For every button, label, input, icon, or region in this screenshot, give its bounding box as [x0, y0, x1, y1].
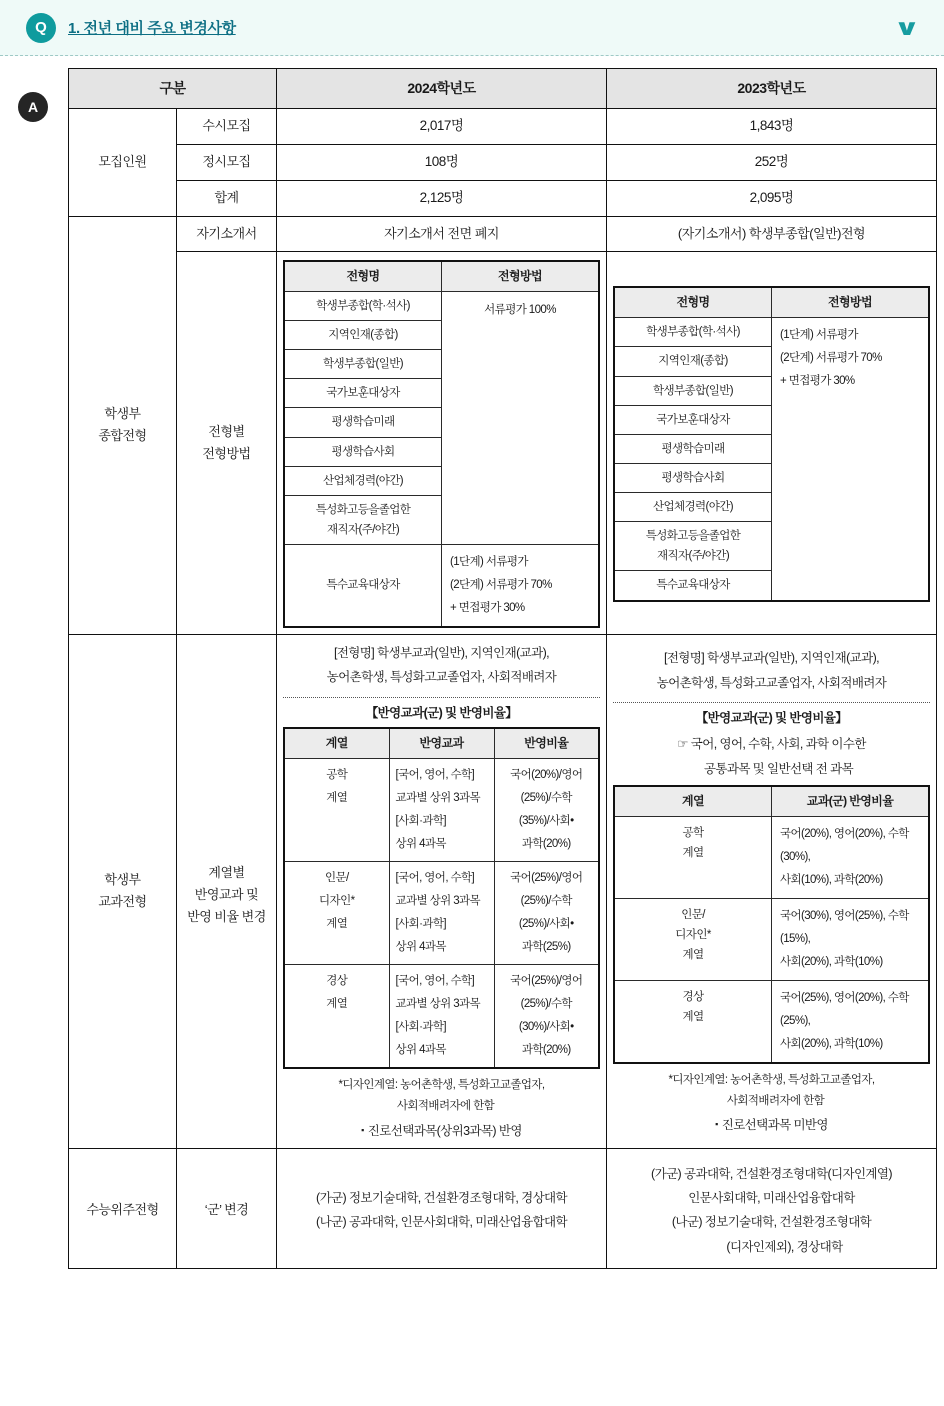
- ratio-line: 과학(20%): [521, 1044, 571, 1057]
- recruit-susi-2024: 2,017명: [277, 109, 607, 145]
- series-subjects: [389, 862, 494, 965]
- jeonhyeong-method-all: [772, 318, 930, 601]
- jeonhyeong-name: 산업체경력(야간): [614, 493, 772, 522]
- self-intro-label: 자기소개서: [177, 216, 277, 251]
- jeonhyeong-name: 학생부종합(일반): [284, 350, 442, 379]
- note-line: *디자인계열: 농어촌학생, 특성화고교졸업자,: [668, 1073, 875, 1086]
- table-row: [69, 109, 937, 145]
- gyogwa-2024-bullet: ▪ 진로선택과목(상위3과목) 반영: [283, 1121, 600, 1142]
- jonghap-method-2024: [277, 251, 607, 634]
- nested-header-row: [284, 728, 599, 759]
- gyogwa-table-2024: [283, 727, 600, 1069]
- question-header-bar[interactable]: [0, 0, 944, 56]
- nested-header-row: [614, 786, 929, 817]
- ratio-line: 국어(25%)/영어: [510, 872, 583, 885]
- pointing-hand-icon: ☞: [677, 737, 688, 752]
- gyogwa-header-subjects: 반영교과: [389, 728, 494, 759]
- jeonhyeong-name: 산업체경력(야간): [284, 466, 442, 495]
- recruit-jeongsi-2024: 108명: [277, 144, 607, 180]
- ratio-line: 국어(20%), 영어(20%), 수학(30%),: [780, 827, 909, 863]
- jonghap-method-2023: [607, 251, 937, 634]
- suneung-line: (나군) 공과대학, 인문사회대학, 미래산업융합대학: [316, 1215, 567, 1230]
- jeonhyeong-text: 농어촌학생, 특성화고교졸업자, 사회적배려자: [656, 675, 887, 690]
- jeonhyeong-name: 학생부종합(학·석사): [284, 291, 442, 320]
- gyogwa-2023-bullet: ▪ 진로선택과목 미반영: [613, 1115, 930, 1136]
- jeonhyeong-method-last: [442, 545, 600, 628]
- ratio-line: (30%)/사회•: [518, 1021, 574, 1034]
- recruit-susi-2023: 1,843명: [607, 109, 937, 145]
- suneung-line: (가군) 정보기술대학, 건설환경조형대학, 경상대학: [316, 1190, 567, 1205]
- series-name: 인문/ 디자인* 계열: [284, 862, 389, 965]
- jeonhyeong-line: [283, 641, 600, 665]
- series-ratio: [772, 816, 930, 898]
- nested-row: [284, 862, 599, 965]
- row-category-jonghap: [69, 216, 177, 634]
- gyogwa-2023-note: [613, 1070, 930, 1113]
- method-line: (1단계) 서류평가: [450, 556, 528, 569]
- suneung-2024: [277, 1148, 607, 1268]
- jeonhyeong-name: 특성화고등을졸업한 재직자(주/야간): [284, 495, 442, 544]
- jeonhyeong-label: [전형명]: [663, 651, 705, 666]
- jeonhyeong-method-group: 서류평가 100%: [442, 291, 600, 544]
- jeonhyeong-text: 학생부교과(일반), 지역인재(교과),: [377, 646, 550, 661]
- jeonhyeong-name: 지역인재(종합): [284, 321, 442, 350]
- recruit-total-2023: 2,095명: [607, 180, 937, 216]
- table-row: [69, 635, 937, 1149]
- series-name: 경상 계열: [284, 965, 389, 1069]
- gyogwa-2023-hand-note: [613, 732, 930, 781]
- jeonhyeong-name: 국가보훈대상자: [614, 405, 772, 434]
- subject-line: [국어, 영어, 수학]: [395, 872, 475, 885]
- note-line: *디자인계열: 농어촌학생, 특성화고교졸업자,: [338, 1079, 545, 1092]
- chevron-down-icon[interactable]: ∨: [893, 14, 921, 40]
- comparison-table: [68, 68, 937, 1269]
- nested-header-row: [284, 261, 599, 292]
- recruit-jeongsi-2023: 252명: [607, 144, 937, 180]
- gyogwa-2023-jeonhyeong: [613, 646, 930, 695]
- nested-row: [614, 898, 929, 980]
- ratio-line: 국어(25%)/영어: [510, 975, 583, 988]
- series-subjects: [389, 759, 494, 862]
- method-line: + 면접평가 30%: [780, 375, 855, 388]
- subject-line: 상위 4과목: [395, 1044, 446, 1057]
- gyogwa-2023-block-title: 【반영교과(군) 및 반영비율】: [695, 710, 848, 725]
- ratio-line: (35%)/사회•: [518, 815, 574, 828]
- ratio-line: (25%)/수학: [520, 792, 572, 805]
- nested-header-row: [614, 287, 929, 318]
- subject-line: [사회·과학]: [395, 918, 446, 931]
- self-intro-2024: 자기소개서 전면 폐지: [277, 216, 607, 251]
- nested-row: [284, 759, 599, 862]
- series-ratio: [494, 965, 599, 1069]
- gyogwa-2024-note: [283, 1075, 600, 1118]
- nested-row: [284, 291, 599, 320]
- gyogwa-2024-block-title: 【반영교과(군) 및 반영비율】: [365, 705, 518, 720]
- answer-badge: A: [18, 92, 48, 122]
- suneung-line: 인문사회대학, 미래산업융합대학: [688, 1190, 855, 1205]
- jeonhyeong-line: [613, 646, 930, 670]
- ratio-line: 사회(20%), 과학(10%): [780, 1037, 883, 1050]
- subject-line: [국어, 영어, 수학]: [395, 769, 475, 782]
- suneung-line: (가군) 공과대학, 건설환경조형대학(디자인계열): [651, 1166, 892, 1181]
- recruit-item-label: 정시모집: [177, 144, 277, 180]
- nested-header-name: 전형명: [614, 287, 772, 318]
- table-row: [69, 144, 937, 180]
- gyogwa-label: [177, 635, 277, 1149]
- subject-line: [국어, 영어, 수학]: [395, 975, 475, 988]
- subject-line: 교과별 상위 3과목: [395, 792, 481, 805]
- nested-table-2024: [283, 260, 600, 628]
- method-label: [177, 251, 277, 634]
- category-line: 학생부: [104, 406, 141, 422]
- series-ratio: [494, 759, 599, 862]
- ratio-line: 국어(25%), 영어(20%), 수학(25%),: [780, 991, 909, 1027]
- category-line: 학생부: [104, 872, 141, 888]
- nested-row: [614, 980, 929, 1063]
- hand-text: 공통과목 및 일반선택 전 과목: [703, 761, 854, 776]
- row-category-gyogwa: [69, 635, 177, 1149]
- answer-body: [0, 56, 944, 1279]
- series-name: 인문/ 디자인* 계열: [614, 898, 772, 980]
- gyogwa-label-line: 반영교과 및: [194, 887, 259, 903]
- gyogwa-label-line: 반영 비율 변경: [187, 909, 266, 925]
- method-label-line: 전형방법: [202, 445, 251, 461]
- ratio-line: (25%)/수학: [520, 895, 572, 908]
- suneung-line: (나군) 정보기술대학, 건설환경조형대학: [671, 1215, 872, 1230]
- jeonhyeong-name: 국가보훈대상자: [284, 379, 442, 408]
- method-line: (2단계) 서류평가 70%: [780, 352, 882, 365]
- ratio-line: 국어(20%)/영어: [510, 769, 583, 782]
- hand-text: 국어, 영어, 수학, 사회, 과학 이수한: [690, 737, 866, 752]
- gyogwa-header-ratio: 반영비율: [494, 728, 599, 759]
- table-header-row: [69, 69, 937, 109]
- series-ratio: [772, 980, 930, 1063]
- series-ratio: [494, 862, 599, 965]
- table-row: [69, 1148, 937, 1268]
- recruit-item-label: 수시모집: [177, 109, 277, 145]
- subject-line: 교과별 상위 3과목: [395, 895, 481, 908]
- gyogwa-label-line: 계열별: [208, 865, 245, 881]
- table-row: [69, 180, 937, 216]
- ratio-line: 과학(20%): [521, 838, 571, 851]
- header-2023: 2023학년도: [607, 69, 937, 109]
- nested-table-2023: [613, 286, 930, 601]
- jeonhyeong-name: 특성화고등을졸업한 재직자(주/야간): [614, 522, 772, 571]
- note-line: 사회적배려자에 한함: [726, 1095, 825, 1108]
- question-badge: Q: [26, 13, 56, 43]
- ratio-line: (25%)/사회•: [518, 918, 574, 931]
- category-line: 종합전형: [98, 428, 147, 444]
- suneung-label: ‘군’ 변경: [177, 1148, 277, 1268]
- jeonhyeong-text: 학생부교과(일반), 지역인재(교과),: [707, 651, 880, 666]
- method-line: + 면접평가 30%: [450, 602, 525, 615]
- series-name: 공학 계열: [284, 759, 389, 862]
- nested-header-method: 전형방법: [442, 261, 600, 292]
- nested-row: [614, 318, 929, 347]
- subject-line: 상위 4과목: [395, 838, 446, 851]
- method-line: (2단계) 서류평가 70%: [450, 579, 552, 592]
- table-row: [69, 216, 937, 251]
- gyogwa-2023: [607, 635, 937, 1149]
- nested-row: [284, 545, 599, 628]
- gyogwa-header-series: 계열: [614, 786, 772, 817]
- series-subjects: [389, 965, 494, 1069]
- divider: [283, 697, 600, 698]
- jeonhyeong-text: 농어촌학생, 특성화고교졸업자, 사회적배려자: [326, 670, 557, 685]
- jeonhyeong-label: [전형명]: [333, 646, 375, 661]
- note-line: 사회적배려자에 한함: [396, 1100, 495, 1113]
- header-category: 구분: [69, 69, 277, 109]
- ratio-line: 사회(20%), 과학(10%): [780, 955, 883, 968]
- method-line: (1단계) 서류평가: [780, 329, 858, 342]
- jeonhyeong-name: 평생학습미래: [614, 434, 772, 463]
- nested-header-name: 전형명: [284, 261, 442, 292]
- nested-header-method: 전형방법: [772, 287, 930, 318]
- nested-row: [284, 965, 599, 1069]
- jeonhyeong-name: 특수교육대상자: [614, 571, 772, 601]
- gyogwa-header-ratio: 교과(군) 반영비율: [772, 786, 930, 817]
- subject-line: 상위 4과목: [395, 941, 446, 954]
- table-row: [69, 251, 937, 634]
- recruit-total-2024: 2,125명: [277, 180, 607, 216]
- category-line: 교과전형: [98, 894, 147, 910]
- ratio-line: 과학(25%): [521, 941, 571, 954]
- subject-line: 교과별 상위 3과목: [395, 998, 481, 1011]
- ratio-line: (25%)/수학: [520, 998, 572, 1011]
- suneung-line: (디자인제외), 경상대학: [726, 1239, 843, 1254]
- subject-line: [사회·과학]: [395, 1021, 446, 1034]
- suneung-2023: [607, 1148, 937, 1268]
- jeonhyeong-name-last: 특수교육대상자: [284, 545, 442, 628]
- jeonhyeong-name: 학생부종합(학·석사): [614, 318, 772, 347]
- question-title[interactable]: 1. 전년 대비 주요 변경사항: [68, 20, 236, 37]
- gyogwa-header-series: 계열: [284, 728, 389, 759]
- series-ratio: [772, 898, 930, 980]
- jeonhyeong-name: 학생부종합(일반): [614, 376, 772, 405]
- subject-line: [사회·과학]: [395, 815, 446, 828]
- row-category-recruit: 모집인원: [69, 109, 177, 217]
- recruit-item-label: 합계: [177, 180, 277, 216]
- nested-row: [614, 816, 929, 898]
- hand-line: [613, 732, 930, 756]
- jeonhyeong-name: 평생학습미래: [284, 408, 442, 437]
- series-name: 경상 계열: [614, 980, 772, 1063]
- gyogwa-2024: [277, 635, 607, 1149]
- ratio-line: 사회(10%), 과학(20%): [780, 873, 883, 886]
- method-label-line: 전형별: [208, 423, 245, 439]
- header-2024: 2024학년도: [277, 69, 607, 109]
- divider: [613, 702, 930, 703]
- self-intro-2023: (자기소개서) 학생부종합(일반)전형: [607, 216, 937, 251]
- jeonhyeong-name: 평생학습사회: [614, 463, 772, 492]
- ratio-line: 국어(30%), 영어(25%), 수학(15%),: [780, 909, 909, 945]
- gyogwa-2024-jeonhyeong: [283, 641, 600, 690]
- row-category-suneung: 수능위주전형: [69, 1148, 177, 1268]
- gyogwa-table-2023: [613, 785, 930, 1064]
- jeonhyeong-name: 평생학습사회: [284, 437, 442, 466]
- series-name: 공학 계열: [614, 816, 772, 898]
- jeonhyeong-name: 지역인재(종합): [614, 347, 772, 376]
